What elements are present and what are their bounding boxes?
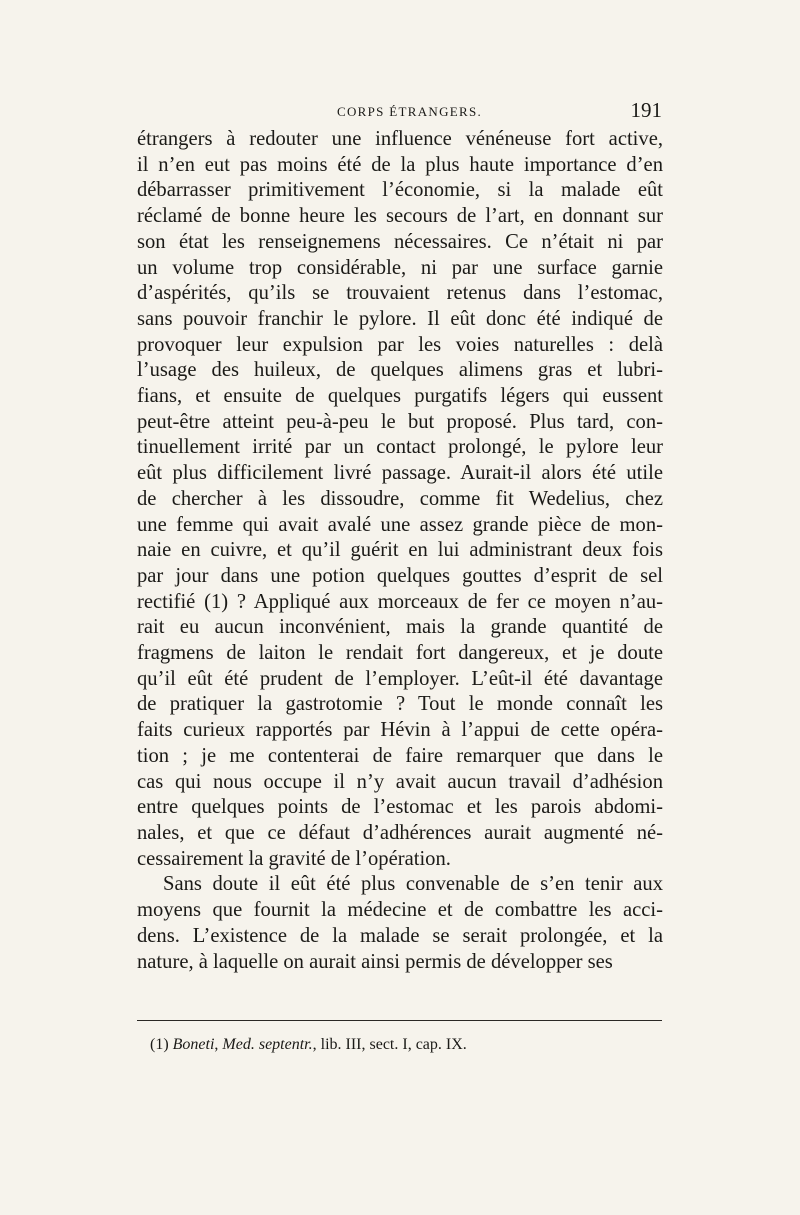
text-line: de chercher à les dissoudre, comme fit Wedelius, chez bbox=[137, 487, 663, 510]
running-title: CORPS ÉTRANGERS. bbox=[337, 104, 483, 119]
text-line: fians, et ensuite de quelques purgatifs légers qui eussent bbox=[137, 385, 663, 408]
text-line: entre quelques points de l’estomac et les parois abdomi- bbox=[137, 796, 663, 819]
text-line: l’usage des huileux, de quelques alimens gras et lubri- bbox=[137, 359, 663, 382]
text-line: naie en cuivre, et qu’il guérit en lui administrant deux fois bbox=[137, 539, 663, 562]
text-line: nature, à laquelle on aurait ainsi permis de développer ses bbox=[137, 950, 613, 973]
text-line: rectifié (1) ? Appliqué aux morceaux de fer ce moyen n’au- bbox=[137, 590, 663, 613]
text-line: par jour dans une potion quelques gouttes d’esprit de sel bbox=[137, 564, 663, 587]
text-line: de pratiquer la gastrotomie ? Tout le monde connaît les bbox=[137, 693, 663, 716]
running-head bbox=[137, 98, 662, 124]
footnote-author: Boneti bbox=[172, 1036, 215, 1053]
text-line: son état les renseignemens nécessaires. Ce n’était ni par bbox=[137, 230, 663, 253]
text-line: cas qui nous occupe il n’y avait aucun travail d’adhésion bbox=[137, 770, 663, 793]
text-line: nales, et que ce défaut d’adhérences aurait augmenté né- bbox=[137, 821, 663, 844]
text-line: un volume trop considérable, ni par une surface garnie bbox=[137, 256, 663, 279]
text-line: tinuellement irrité par un contact prolongé, le pylore leur bbox=[137, 436, 663, 459]
page-number: 191 bbox=[630, 98, 662, 122]
text-line: provoquer leur expulsion par les voies naturelles : delà bbox=[137, 333, 663, 356]
footnote-rule bbox=[137, 1020, 662, 1021]
text-line: d’aspérités, qu’ils se trouvaient retenus dans l’estomac, bbox=[137, 282, 663, 305]
text-line: débarrasser primitivement l’économie, si la malade eût bbox=[137, 179, 663, 202]
text-line: sans pouvoir franchir le pylore. Il eût donc été indiqué de bbox=[137, 307, 663, 330]
text-line: peut-être atteint peu-à-peu le but proposé. Plus tard, con- bbox=[137, 410, 663, 433]
text-line: Sans doute il eût été plus convenable de s’en tenir aux bbox=[163, 873, 663, 896]
text-line: cessairement la gravité de l’opération. bbox=[137, 847, 451, 870]
text-line: moyens que fournit la médecine et de combattre les acci- bbox=[137, 899, 663, 922]
text-line: eût plus difficilement livré passage. Aurait-il alors été utile bbox=[137, 462, 663, 485]
text-line: faits curieux rapportés par Hévin à l’appui de cette opéra- bbox=[137, 719, 663, 742]
footnote-reference: , lib. III, sect. I, cap. IX. bbox=[312, 1036, 467, 1053]
text-line: fragmens de laiton le rendait fort dangereux, et je doute bbox=[137, 642, 663, 665]
footnote: (1) Boneti, Med. septentr., lib. III, sect. I, cap. IX. bbox=[150, 1036, 467, 1053]
text-line: une femme qui avait avalé une assez grande pièce de mon- bbox=[137, 513, 663, 536]
footnote-work: Med. septentr. bbox=[222, 1036, 313, 1053]
text-line: dens. L’existence de la malade se serait prolongée, et la bbox=[137, 924, 663, 947]
text-line: qu’il eût été prudent de l’employer. L’eût-il été davantage bbox=[137, 667, 663, 690]
text-line: rait eu aucun inconvénient, mais la grande quantité de bbox=[137, 616, 663, 639]
body-text bbox=[137, 127, 663, 975]
text-line: réclamé de bonne heure les secours de l’art, en donnant sur bbox=[137, 205, 663, 228]
text-line: il n’en eut pas moins été de la plus haute importance d’en bbox=[137, 153, 663, 176]
text-line: étrangers à redouter une influence vénéneuse fort active, bbox=[137, 128, 663, 150]
text-line: tion ; je me contenterai de faire remarquer que dans le bbox=[137, 744, 663, 767]
footnote-marker: (1) bbox=[150, 1036, 169, 1053]
